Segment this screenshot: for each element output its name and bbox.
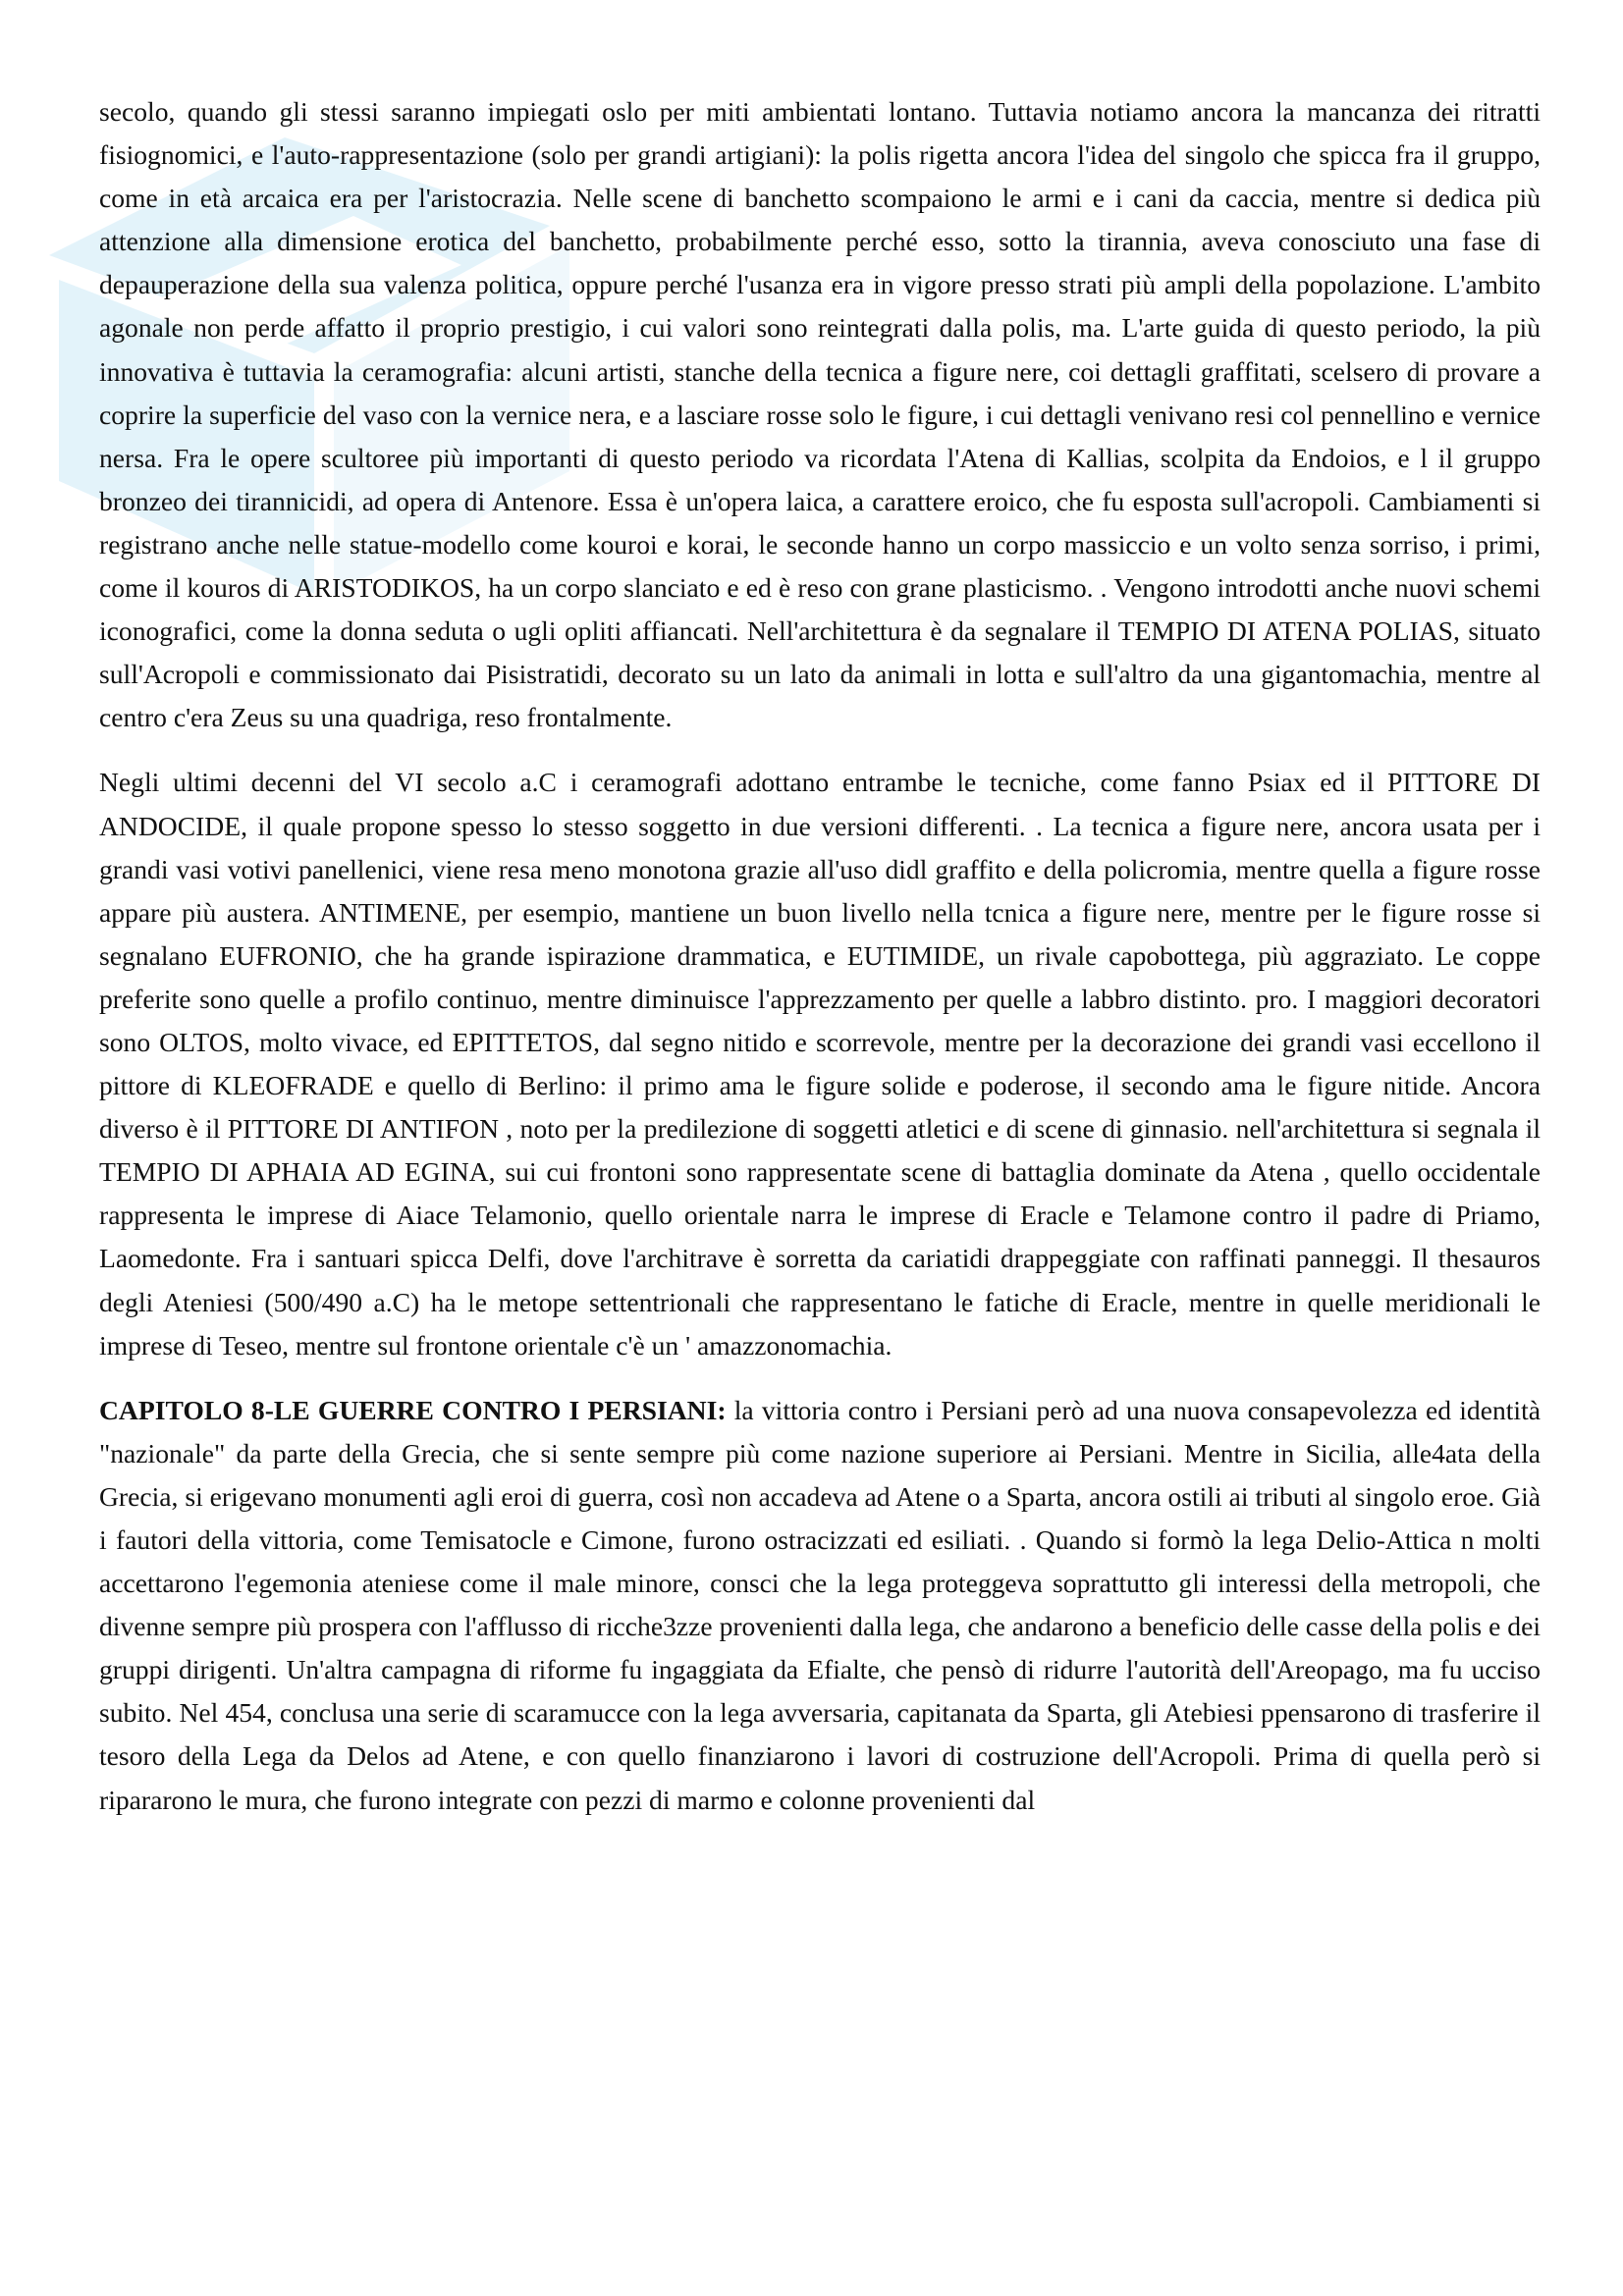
paragraph: secolo, quando gli stessi saranno impiegati oslo per miti ambientati lontano. Tuttavia notiamo ancora la mancanza dei ritratti fisiognomici, e l'auto-rappresentazione (solo per grandi artigiani): la polis rigetta ancora l'idea del singolo che spicca fra il gruppo, come in età arcaica era per l'aristocrazia. Nelle scene di banchetto scompaiono le armi e i cani da caccia, mentre si dedica più attenzione alla dimensione erotica del banchetto, probabilmente perché esso, sotto la tirannia, aveva conosciuto una fase di depauperazione della sua valenza politica, oppure perché l'usanza era in vigore presso strati più ampli della popolazione. L'ambito agonale non perde affatto il proprio prestigio, i cui valori sono reintegrati dalla polis, ma. L'arte guida di questo periodo, la più innovativa è tuttavia la ceramografia: alcuni artisti, stanche della tecnica a figure nere, coi dettagli graffitati, scelsero di provare a coprire la superficie del vaso con la vernice nera, e a lasciare rosse solo le figure, i cui dettagli venivano resi col pennellino e vernice nersa. Fra le opere scultoree più importanti di questo periodo va ricordata l'Atena di Kallias, scolpita da Endoios, e l il gruppo bronzeo dei tirannicidi, ad opera di Antenore. Essa è un'opera laica, a carattere eroico, che fu esposta sull'acropoli. Cambiamenti si registrano anche nelle statue-modello come kouroi e korai, le seconde hanno un corpo massiccio e un volto senza sorriso, i primi, come il kouros di ARISTODIKOS, ha un corpo slanciato e ed è reso con grane plasticismo. . Vengono introdotti anche nuovi schemi iconografici, come la donna seduta o ugli opliti affiancati. Nell'architettura è da segnalare il TEMPIO DI ATENA POLIAS, situato sull'Acropoli e commissionato dai Pisistratidi, decorato su un lato da animali in lotta e sull'altro da una gigantomachia, mentre al centro c'era Zeus su una quadriga, reso frontalmente. bbox=[99, 96, 1541, 733]
chapter-paragraph bbox=[99, 1389, 1541, 1822]
document-body bbox=[99, 90, 1541, 1822]
chapter-heading: CAPITOLO 8-LE GUERRE CONTRO I PERSIANI: bbox=[99, 1394, 727, 1425]
chapter-paragraph-text: la vittoria contro i Persiani però ad una nuova consapevolezza ed identità "nazionale" da parte della Grecia, che si sente sempre più come nazione superiore ai Persiani. Mentre in Sicilia, alle4ata della Grecia, si erigevano monumenti agli eroi di guerra, così non accadeva ad Atene o a Sparta, ancora ostili ai tributi al singolo eroe. Già i fautori della vittoria, come Temisatocle e Cimone, furono ostracizzati ed esiliati. . Quando si formò la lega Delio-Attica n molti accettarono l'egemonia ateniese come il male minore, consci che la lega proteggeva soprattutto gli interessi della metropoli, che divenne sempre più prospera con l'afflusso di ricche3zze provenienti dalla lega, che andarono a beneficio delle casse della polis e dei gruppi dirigenti. Un'altra campagna di riforme fu ingaggiata da Efialte, che pensò di ridurre l'autorità dell'Areopago, ma fu ucciso subito. Nel 454, conclusa una serie di scaramucce con la lega avversaria, capitanata da Sparta, gli Atebiesi ppensarono di trasferire il tesoro della Lega da Delos ad Atene, e con quello finanziarono i lavori di costruzione dell'Acropoli. Prima di quella però si ripararono le mura, che furono integrate con pezzi di marmo e colonne provenienti dal bbox=[99, 1394, 1541, 1815]
paragraph: Negli ultimi decenni del VI secolo a.C i ceramografi adottano entrambe le tecniche, come fanno Psiax ed il PITTORE DI ANDOCIDE, il quale propone spesso lo stesso soggetto in due versioni differenti. . La tecnica a figure nere, ancora usata per i grandi vasi votivi panellenici, viene resa meno monotona grazie all'uso didl graffito e della policromia, mentre quella a figure rosse appare più austera. ANTIMENE, per esempio, mantiene un buon livello nella tcnica a figure nere, mentre per le figure rosse si segnalano EUFRONIO, che ha grande ispirazione drammatica, e EUTIMIDE, un rivale capobottega, più aggraziato. Le coppe preferite sono quelle a profilo continuo, mentre diminuisce l'apprezzamento per quelle a labbro distinto. pro. I maggiori decoratori sono OLTOS, molto vivace, ed EPITTETOS, dal segno nitido e scorrevole, mentre per la decorazione dei grandi vasi eccellono il pittore di KLEOFRADE e quello di Berlino: il primo ama le figure solide e poderose, il secondo ama le figure nitide. Ancora diverso è il PITTORE DI ANTIFON , noto per la predilezione di soggetti atletici e di scene di ginnasio. nell'architettura si segnala il TEMPIO DI APHAIA AD EGINA, sui cui frontoni sono rappresentate scene di battaglia dominate da Atena , quello occidentale rappresenta le imprese di Aiace Telamonio, quello orientale narra le imprese di Eracle e Telamone contro il padre di Priamo, Laomedonte. Fra i santuari spicca Delfi, dove l'architrave è sorretta da cariatidi drappeggiate con raffinati panneggi. Il thesauros degli Ateniesi (500/490 a.C) ha le metope settentrionali che rappresentano le fatiche di Eracle, mentre in quelle meridionali le imprese di Teseo, mentre sul frontone orientale c'è un ' amazzonomachia. bbox=[99, 767, 1541, 1361]
